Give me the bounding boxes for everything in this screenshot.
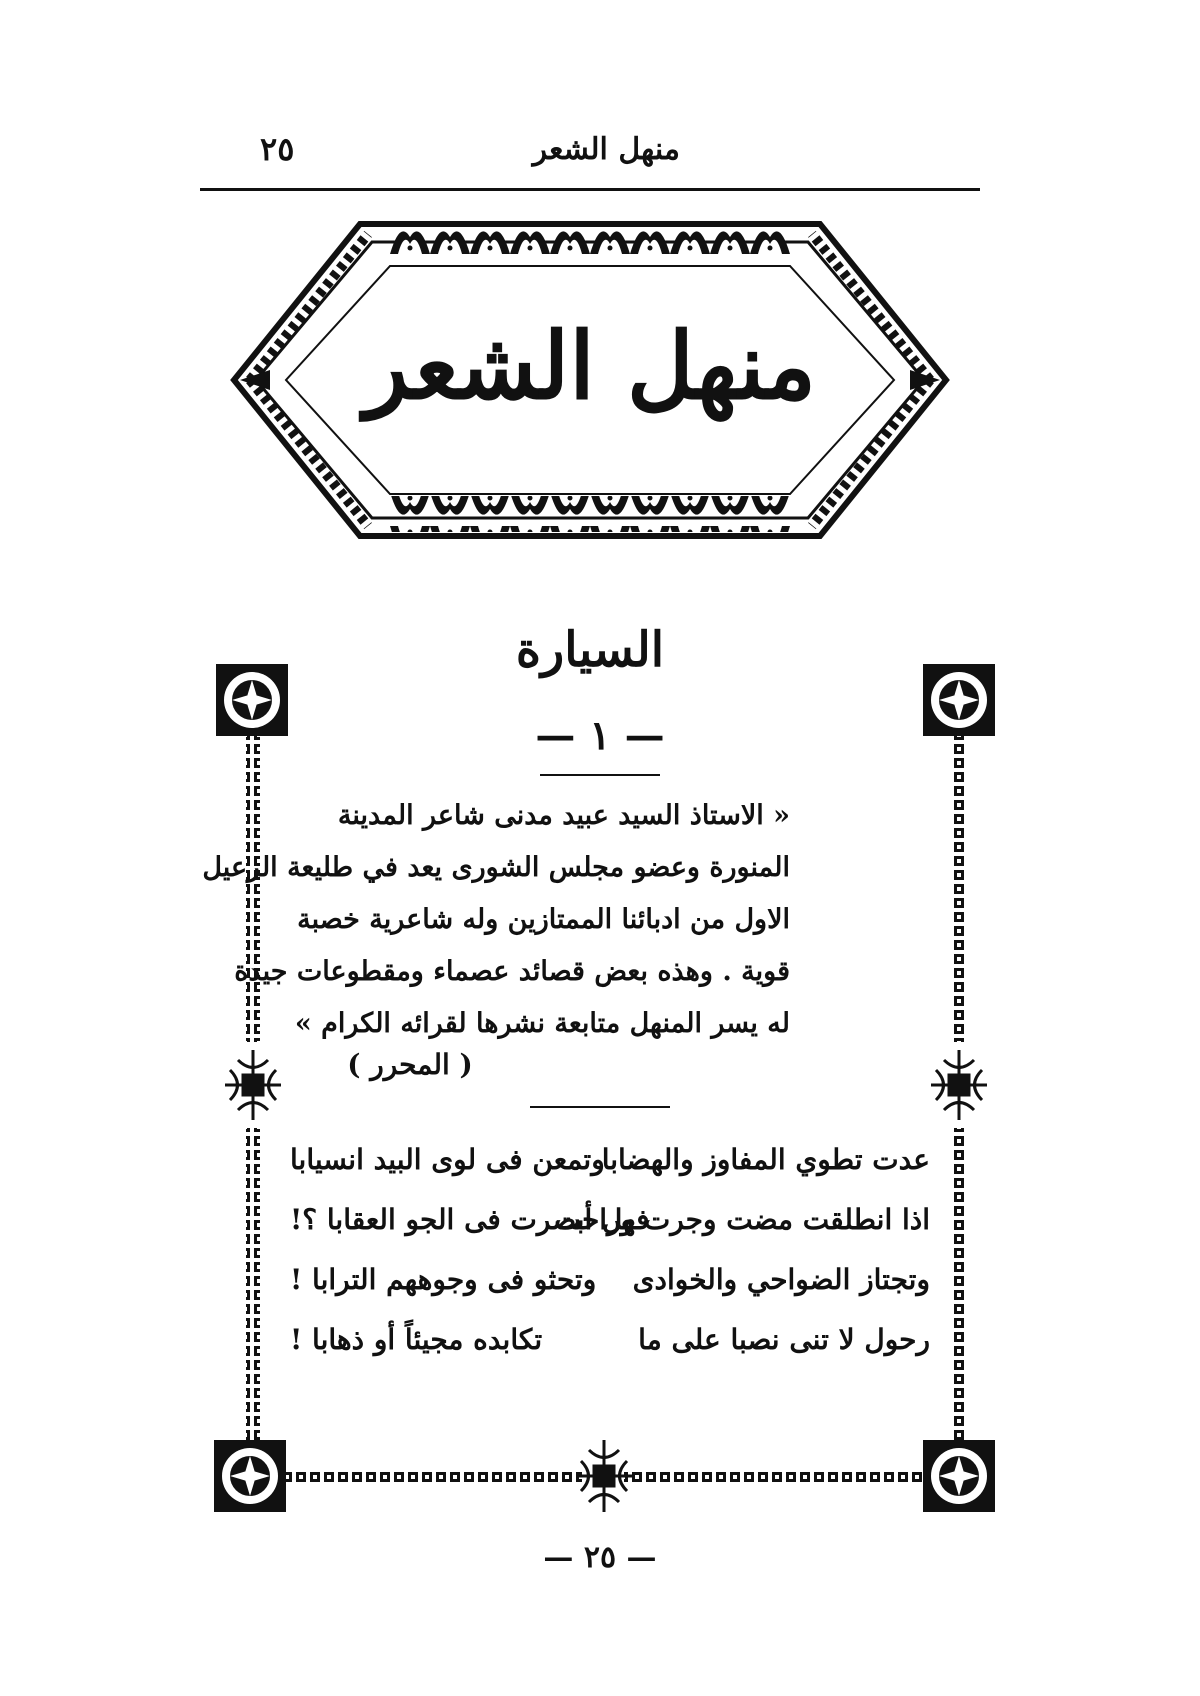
banner-title: منهل الشعر xyxy=(364,312,816,420)
verse-first-hemistich: وتجتاز الضواحي والخوادى xyxy=(632,1263,930,1296)
intro-top-rule xyxy=(540,774,660,776)
intro-note xyxy=(202,790,790,1050)
footer-page-number: — ٢٥ — xyxy=(543,1540,657,1575)
corner-rosette-bottom-right xyxy=(923,1440,995,1512)
verse-first-hemistich: عدت تطوي المفاوز والهضابا xyxy=(601,1143,930,1176)
verse-row xyxy=(290,1250,930,1310)
intro-line: الاول من ادبائنا الممتازين وله شاعرية خصبة xyxy=(297,904,790,935)
intro-line: المنورة وعضو مجلس الشورى يعد في طليعة الرعيل xyxy=(202,852,790,883)
editor-signature: ( المحرر ) xyxy=(347,1048,473,1081)
poem-verses xyxy=(290,1130,930,1370)
intro-line: « الاستاذ السيد عبيد مدنى شاعر المدينة xyxy=(337,800,790,831)
corner-rosette-bottom-left xyxy=(214,1440,286,1512)
verse-second-hemistich: فهل أبصرت فى الجو العقابا ؟! xyxy=(290,1203,650,1236)
verse-first-hemistich: رحول لا تنى نصبا على ما xyxy=(638,1323,930,1356)
verse-first-hemistich: اذا انطلقت مضت وجرت وراحت xyxy=(554,1203,930,1236)
poem-title: السيارة xyxy=(515,622,665,678)
section-number: — ١ — xyxy=(535,712,665,759)
verse-row xyxy=(290,1310,930,1370)
verse-second-hemistich: وتمعن فى لوى البيد انسيابا xyxy=(290,1143,605,1176)
verse-second-hemistich: تكابده مجيئاً أو ذهابا ! xyxy=(290,1323,543,1356)
intro-line: قوية . وهذه بعض قصائد عصماء ومقطوعات جيدة xyxy=(234,956,790,987)
bottom-center-ornament xyxy=(576,1440,632,1512)
verse-row xyxy=(290,1130,930,1190)
intro-line: له يسر المنهل متابعة نشرها لقرائه الكرام » xyxy=(294,1008,790,1039)
side-ornament-right xyxy=(931,1050,987,1120)
side-ornament-left xyxy=(225,1050,281,1120)
corner-rosette-top-left xyxy=(216,664,288,736)
running-header-page-number: ٢٥ xyxy=(260,130,295,168)
intro-bottom-rule xyxy=(530,1106,670,1108)
verse-row xyxy=(290,1190,930,1250)
corner-rosette-top-right xyxy=(923,664,995,736)
verse-second-hemistich: وتحثو فى وجوههم الترابا ! xyxy=(290,1263,597,1296)
running-header-title: منهل الشعر xyxy=(532,132,680,167)
